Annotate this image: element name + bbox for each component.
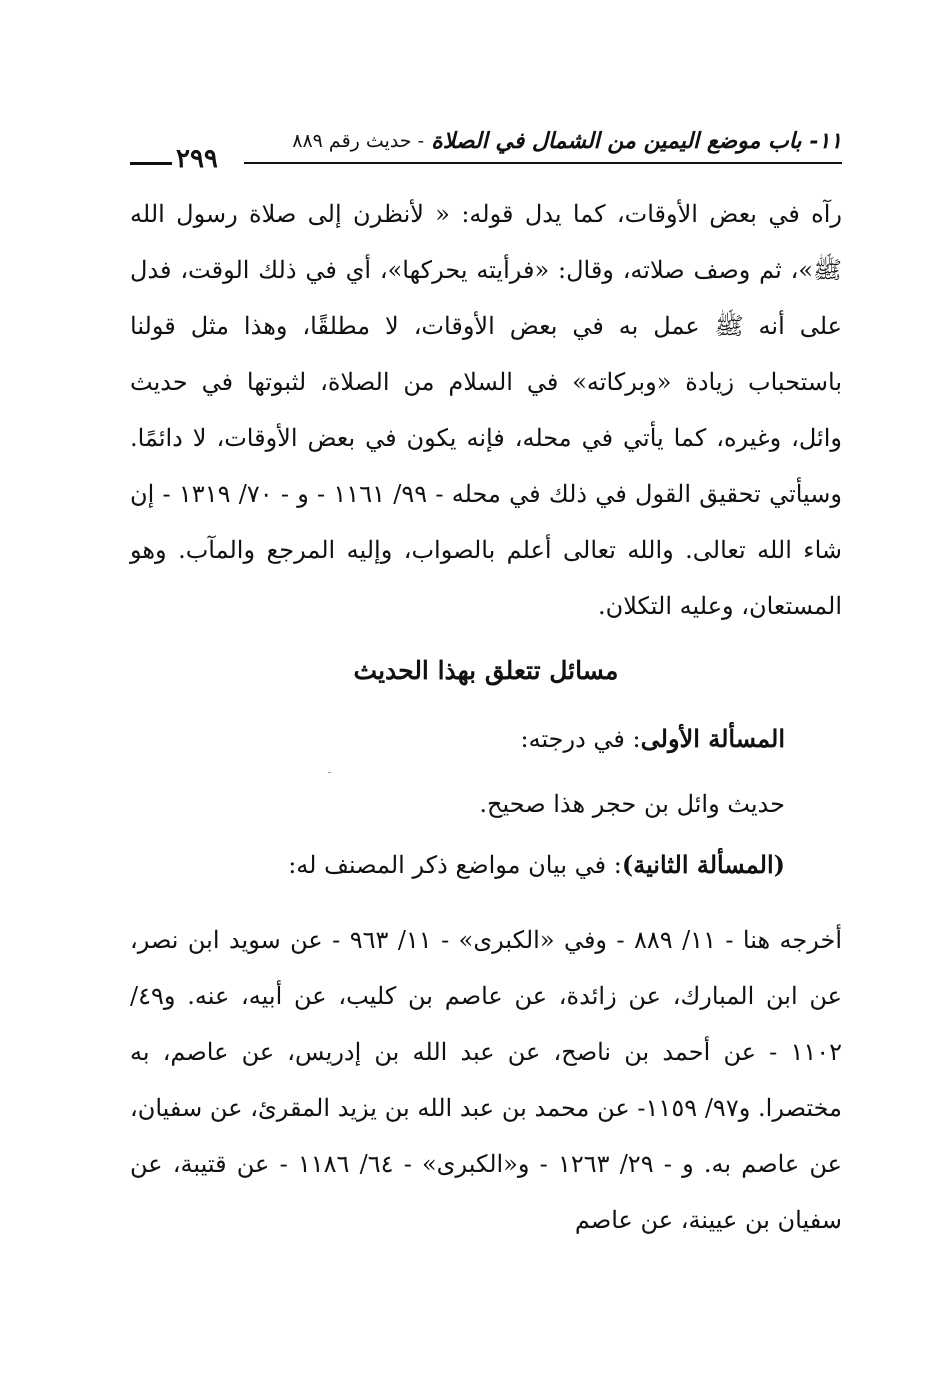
issue-1-label: المسألة الأولى (640, 724, 785, 753)
running-header (130, 128, 842, 178)
hadith-reference: - حديث رقم ٨٨٩ (292, 130, 424, 152)
issue-2-line (130, 850, 785, 879)
header-rule (244, 162, 842, 164)
print-speck (328, 772, 331, 773)
sources-paragraph: أخرجه هنا - ١١/ ٨٨٩ - وفي «الكبرى» - ١١/ ٩٦٣ - عن سويد ابن نصر، عن ابن المبارك، عن زائدة، عن عاصم بن كليب، عن أبيه، عنه. و٤٩/ ١١٠٢ - عن أحمد بن ناصح، عن عبد الله بن إدريس، عن عاصم، به مختصرا. و٩٧/ ١١٥٩- عن محمد بن عبد الله بن يزيد المقرئ، عن سفيان، عن عاصم به. و - ٢٩/ ١٢٦٣ - و«الكبرى» - ٦٤/ ١١٨٦ - عن قتيبة، عن سفيان بن عيينة، عن عاصم (130, 926, 842, 1234)
chapter-title: ١١- باب موضع اليمين من الشمال في الصلاة (431, 128, 842, 154)
page-number-dash (130, 162, 172, 165)
section-heading: مسائل تتعلق بهذا الحديث (353, 656, 619, 685)
issue-1-body: حديث وائل بن حجر هذا صحيح. (479, 790, 785, 818)
issue-2-label: (المسألة الثانية) (621, 850, 785, 879)
issue-1-line (130, 724, 785, 753)
issue-2-text: : في بيان مواضع ذكر المصنف له: (288, 851, 622, 879)
page-number: ٢٩٩ (176, 144, 218, 174)
issue-1-text: : في درجته: (520, 725, 641, 753)
commentary-paragraph: رآه في بعض الأوقات، كما يدل قوله: « لأنظرن إلى صلاة رسول الله ﷺ»، ثم وصف صلاته، وقال: «فرأيته يحركها»، أي في ذلك الوقت، فدل على أنه ﷺ عمل به في بعض الأوقات، لا مطلقًا، وهذا مثل قولنا باستحباب زيادة «وبركاته» في السلام من الصلاة، لثبوتها في حديث وائل، وغيره، كما يأتي في محله، فإنه يكون في بعض الأوقات، لا دائمًا. وسيأتي تحقيق القول في ذلك في محله - ٩٩/ ١١٦١ - و - ٧٠/ ١٣١٩ - إن شاء الله تعالى. والله تعالى أعلم بالصواب، وإليه المرجع والمآب. وهو المستعان، وعليه التكلان. (130, 200, 842, 620)
